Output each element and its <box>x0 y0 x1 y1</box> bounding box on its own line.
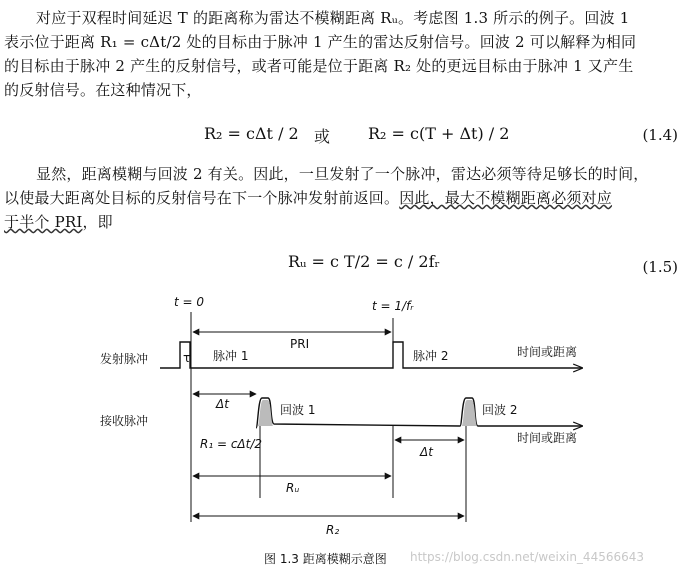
equation-1-4-number: (1.4) <box>642 126 678 144</box>
pri-label: PRI <box>290 337 310 351</box>
dt-right-label: Δt <box>420 445 433 459</box>
ru-label: Rᵤ <box>286 481 300 495</box>
p1-line-2: 表示位于距离 R₁ = cΔt/2 处的目标由于脉冲 1 产生的雷达反射信号。回波 2 可以解释为相同 <box>4 33 637 51</box>
equation-1-5: Rᵤ = c T/2 = c / 2fᵣ <box>288 252 441 271</box>
tau-label: τ <box>183 351 191 365</box>
equation-1-4-right: R₂ = c(T + Δt) / 2 <box>368 124 510 143</box>
p2-line-3a: 于半个 PRI <box>4 213 83 231</box>
p2-line-3b: ，即 <box>82 213 113 231</box>
echo-1-label: 回波 1 <box>280 403 316 417</box>
p1-line-1: 对应于双程时间延迟 T 的距离称为雷达不模糊距离 Rᵤ。考虑图 1.3 所示的例子。回波 1 <box>36 9 630 27</box>
p1-line-4: 的反射信号。在这种情况下， <box>4 81 202 99</box>
watermark: https://blog.csdn.net/weixin_44566643 <box>410 550 645 564</box>
equation-1-4-or: 或 <box>314 127 331 146</box>
p2-line-2a: 以使最大距离处目标的反射信号在下一个脉冲发射前返回。 <box>4 189 400 207</box>
r2-label: R₂ <box>326 523 340 537</box>
t0-label: t = 0 <box>174 295 205 309</box>
rx-axis-label: 时间或距离 <box>517 431 578 445</box>
r1-formula: R₁ = cΔt/2 <box>200 437 263 451</box>
equation-1-5-number: (1.5) <box>642 258 678 276</box>
tx-axis-label: 时间或距离 <box>517 345 578 359</box>
p1-line-3: 的目标由于脉冲 2 产生的反射信号，或者可能是位于距离 R₂ 处的更远目标由于脉冲 1 又产生 <box>4 57 634 75</box>
pulse-2-label: 脉冲 2 <box>413 349 449 363</box>
paragraph-2 <box>4 162 690 234</box>
pulse-1-label: 脉冲 1 <box>213 349 249 363</box>
p2-line-1: 显然，距离模糊与回波 2 有关。因此，一旦发射了一个脉冲，雷达必须等待足够长的时间， <box>36 165 649 183</box>
dt-left-label: Δt <box>216 397 229 411</box>
range-ambiguity-figure <box>0 290 694 548</box>
t1-label: t = 1/fᵣ <box>372 299 414 313</box>
paragraph-1 <box>4 6 690 102</box>
equation-1-4-left: R₂ = cΔt / 2 <box>204 124 299 143</box>
tx-label: 发射脉冲 <box>100 352 149 366</box>
figure-caption: 图 1.3 距离模糊示意图 <box>264 552 387 566</box>
echo-2-label: 回波 2 <box>482 403 518 417</box>
rx-label: 接收脉冲 <box>100 414 149 428</box>
p2-line-2b: 因此，最大不模糊距离必须对应 <box>399 189 613 207</box>
